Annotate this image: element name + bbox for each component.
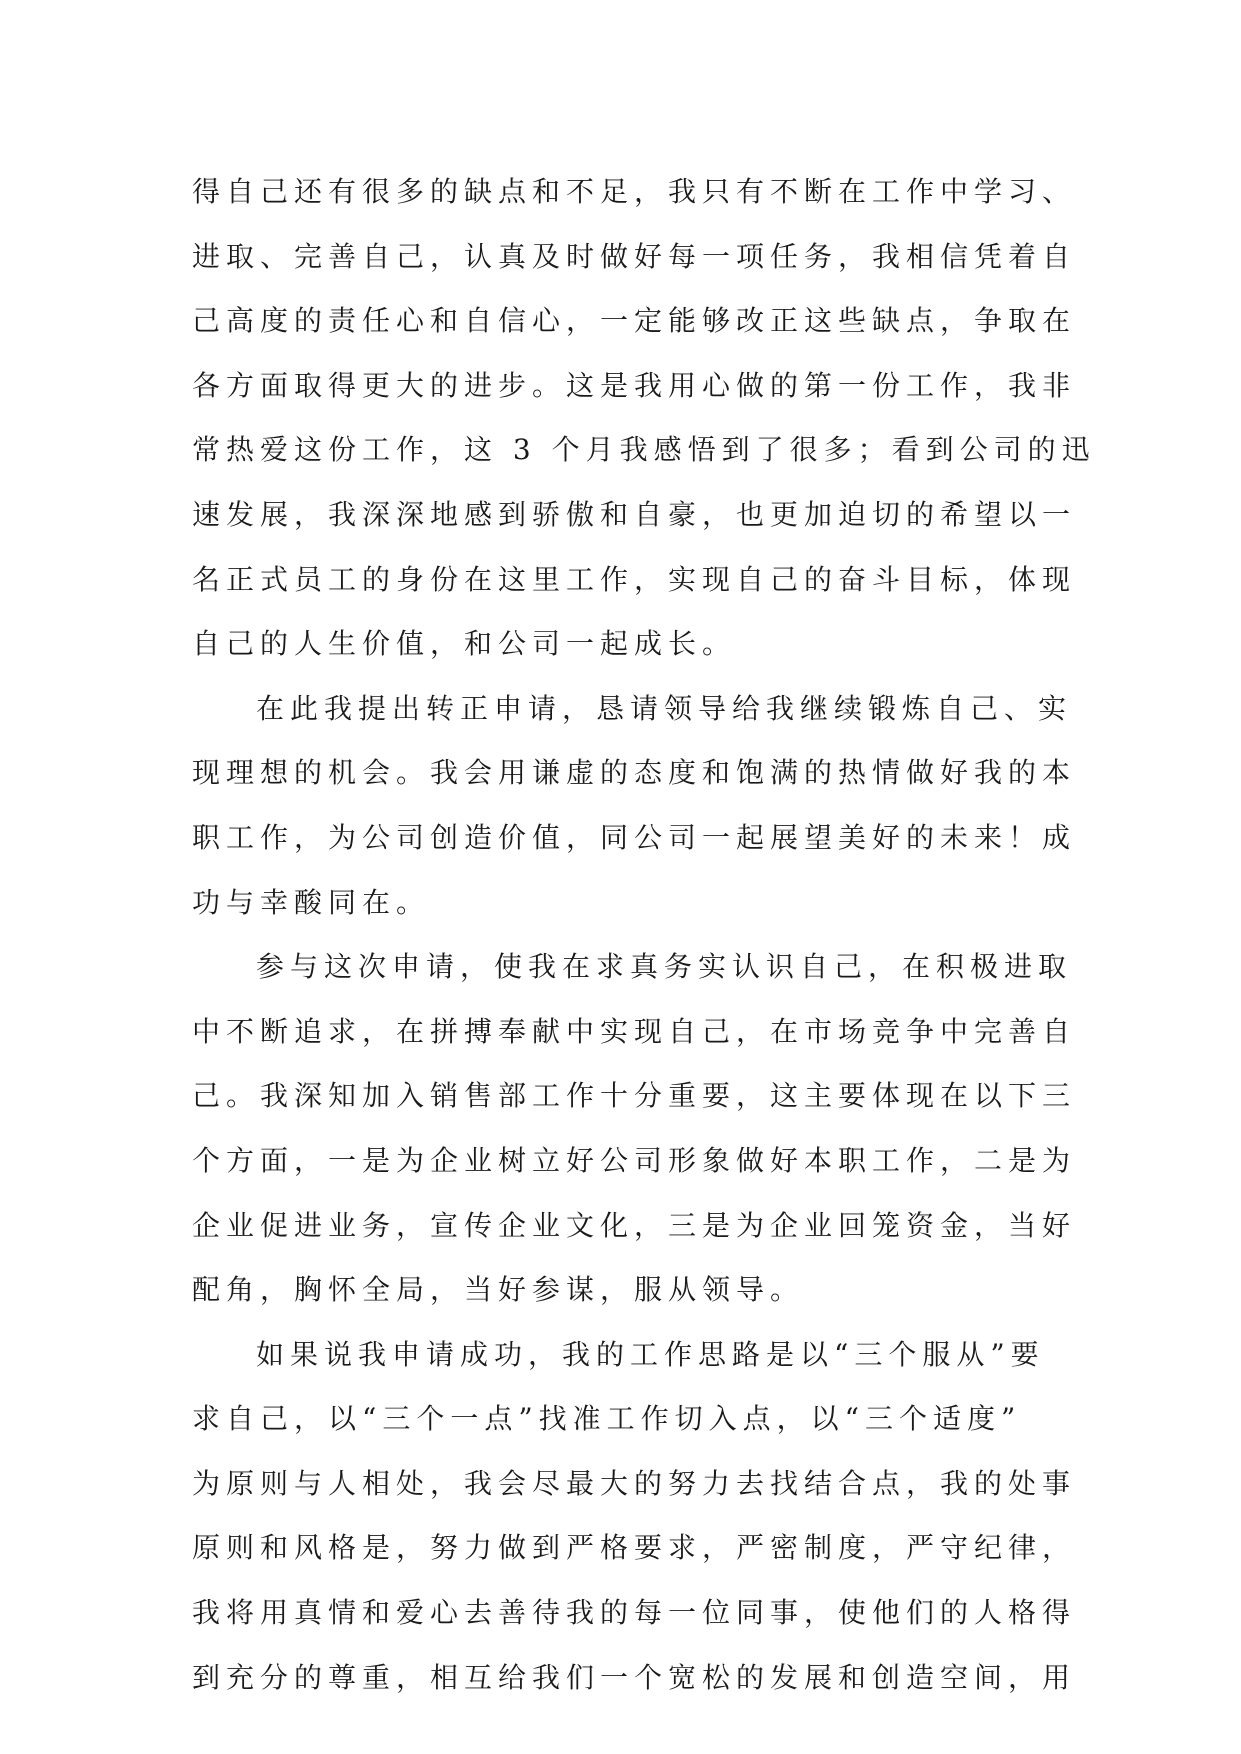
paragraph-first-line: 在此我提出转正申请，恳请领导给我继续锻炼自己、实: [256, 691, 1073, 725]
text-line: 名正式员工的身份在这里工作，实现自己的奋斗目标，体现: [192, 562, 1077, 596]
text-line: 为原则与人相处，我会尽最大的努力去找结合点，我的处事: [192, 1466, 1077, 1500]
text-line: 到充分的尊重，相互给我们一个宽松的发展和创造空间，用: [192, 1660, 1077, 1694]
text-line: 求自己，以“三个一点”找准工作切入点，以“三个适度”: [192, 1402, 1022, 1436]
document-body: [192, 160, 1096, 1710]
text-line: 己高度的责任心和自信心，一定能够改正这些缺点，争取在: [192, 304, 1077, 338]
paragraph-first-line: 如果说我申请成功，我的工作思路是以“三个服从”要: [256, 1337, 1045, 1371]
text-line: 配角，胸怀全局，当好参谋，服从领导。: [192, 1273, 805, 1307]
paragraph-first-line: 参与这次申请，使我在求真务实认识自己，在积极进取: [256, 950, 1073, 984]
text-line: 进取、完善自己，认真及时做好每一项任务，我相信凭着自: [192, 239, 1077, 273]
text-line: 得自己还有很多的缺点和不足，我只有不断在工作中学习、: [192, 175, 1077, 208]
text-line: 常热爱这份工作，这 3 个月我感悟到了很多；看到公司的迅: [192, 433, 1096, 467]
text-line: 职工作，为公司创造价值，同公司一起展望美好的未来！成: [192, 820, 1077, 854]
text-line: 原则和风格是，努力做到严格要求，严密制度，严守纪律，: [192, 1531, 1077, 1565]
text-line: 各方面取得更大的进步。这是我用心做的第一份工作，我非: [192, 368, 1077, 402]
text-line: 现理想的机会。我会用谦虚的态度和饱满的热情做好我的本: [192, 756, 1077, 790]
text-line: 我将用真情和爱心去善待我的每一位同事，使他们的人格得: [192, 1596, 1077, 1630]
text-line: 自己的人生价值，和公司一起成长。: [192, 627, 737, 661]
text-line: 中不断追求，在拼搏奉献中实现自己，在市场竞争中完善自: [192, 1014, 1077, 1048]
text-line: 功与幸酸同在。: [192, 885, 431, 919]
text-line: 己。我深知加入销售部工作十分重要，这主要体现在以下三: [192, 1079, 1077, 1113]
text-line: 企业促进业务，宣传企业文化，三是为企业回笼资金，当好: [192, 1208, 1077, 1242]
text-line: 个方面，一是为企业树立好公司形象做好本职工作，二是为: [192, 1143, 1077, 1177]
text-line: 速发展，我深深地感到骄傲和自豪，也更加迫切的希望以一: [192, 497, 1077, 531]
